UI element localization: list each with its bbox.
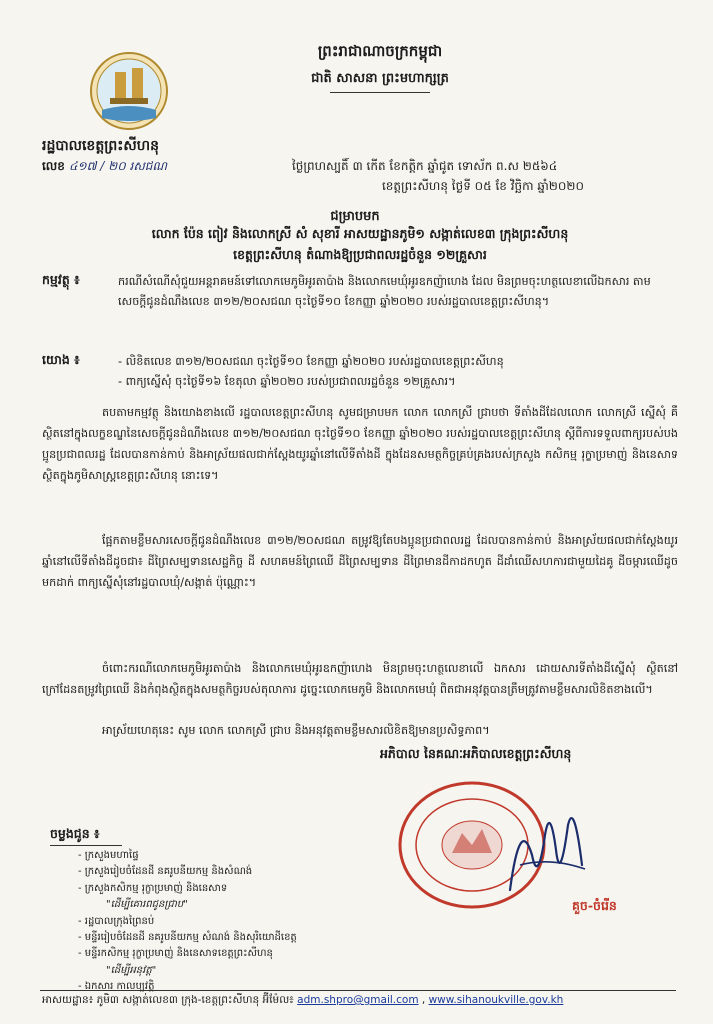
- salutation-title: ជម្រាបមក: [330, 209, 380, 224]
- cc-item: - រដ្ឋបាលក្រុងព្រៃនប់: [78, 915, 155, 927]
- footer-address: អាសយដ្ឋាន៖ ភូមិ៣ សង្កាត់លេខ៣ ក្រុង-ខេត្តព្រះសីហនុ អ៊ីម៉ែល៖: [42, 994, 294, 1006]
- cc-item: - ក្រសួងមហាផ្ទៃ: [78, 850, 139, 861]
- references-list: [118, 352, 678, 392]
- cc-item: - ក្រសួងរៀបចំដែនដី នគរូបនីយកម្ម និងសំណង់: [78, 866, 253, 878]
- cc-item: - ក្រសួងកសិកម្ម រុក្ខាប្រមាញ់ និងនេសាទ: [78, 882, 228, 894]
- cc-item: - ឯកសារ កាលប្បវត្តិ: [78, 981, 155, 993]
- cc-item: - មន្ទីរកសិកម្ម រុក្ខាប្រមាញ់ និងនេសាទខេត្តព្រះសីហនុ: [78, 948, 273, 960]
- national-motto: ជាតិ សាសនា ព្រះមហាក្សត្រ: [311, 71, 449, 86]
- reference-item: - លិខិតលេខ ៣១២/២០សជណ ចុះថ្ងៃទី១០ ខែកញ្ញា ឆ្នាំ២០២០ របស់រដ្ឋបាលខេត្តព្រះសីហនុ: [118, 355, 504, 368]
- motto-divider: [330, 92, 430, 94]
- cc-underline: [50, 845, 122, 847]
- body-paragraph-2: ផ្អែកតាមខ្លឹមសារសេចក្តីជូនដំណឹងលេខ ៣១២/២០សជណ តម្រូវឱ្យតែបងប្អូនប្រជាពលរដ្ឋ ដែលបានកាន់កាប់ និងអាស្រ័យផលជាក់ស្តែងយូរឆ្នាំនៅលើទីតាំងដីដូចជា៖ ដីព្រៃសម្បទានសេដ្ឋកិច្ច ដី សហគមន៍ព្រៃឈើ ដីព្រៃសម្បទាន ដីព្រៃមានដីកាដកហូត ដីដាំឈើសហការជាមួយដៃគូ ដីចម្ការឈើដូច មកដាក់ ពាក្យស្នើសុំនៅរដ្ឋបាលឃុំ/សង្កាត់ ប៉ុណ្ណោះ។: [42, 534, 678, 589]
- cc-list: [78, 848, 388, 996]
- reference-label: លេខ: [42, 159, 65, 173]
- sender-name: រដ្ឋបាលខេត្តព្រះសីហនុ: [42, 138, 159, 154]
- footer-website-link[interactable]: www.sihanoukville.gov.kh: [428, 994, 564, 1006]
- handwritten-signature: [490, 795, 600, 905]
- body-paragraph-3: ចំពោះករណីលោកមេភូមិអូរតាប៉ាង និងលោកមេឃុំអូរឧកញ៉ាហេង មិនព្រមចុះហត្ថលេខាលើ ឯកសារ ដោយសារទីតាំងដីស្នើសុំ ស្ថិតនៅក្រៅដែនតម្រូវព្រៃឈើ និងកំពុងស្ថិតក្នុងសមត្ថកិច្ចរបស់តុលាការ ដូច្នេះលោកមេភូមិ និងលោកមេឃុំ ពិតជាអនុវត្តបានត្រឹមត្រូវតាមខ្លឹមសារលិខិតខាងលើ។: [42, 662, 678, 696]
- cc-item-note: "ដើម្បីអនុវត្ត": [106, 964, 157, 976]
- reference-item: - ពាក្យស្នើសុំ ចុះថ្ងៃទី១៦ ខែតុលា ឆ្នាំ២០២០ របស់ប្រជាពលរដ្ឋចំនួន ១២គ្រួសារ។: [118, 375, 456, 388]
- references-label: យោង ៖: [42, 352, 80, 367]
- footer: [42, 994, 682, 1009]
- footer-divider: [40, 990, 676, 992]
- reference-number: [42, 158, 167, 176]
- footer-email-link[interactable]: adm.shpro@gmail.com: [297, 994, 419, 1006]
- signer-name: គួច-ចំរើន: [572, 898, 617, 913]
- kingdom-title: ព្រះរាជាណាចក្រកម្ពុជា: [317, 42, 443, 60]
- province-logo-icon: [88, 50, 170, 132]
- recipient-line-2: ខេត្តព្រះសីហនុ តំណាងឱ្យប្រជាពលរដ្ឋចំនួន ១២គ្រួសារ: [233, 247, 487, 262]
- cc-label: ចម្លងជូន ៖: [50, 826, 100, 841]
- signer-title: អភិបាល នៃគណៈអភិបាលខេត្តព្រះសីហនុ: [380, 746, 572, 761]
- footer-separator: ,: [418, 994, 429, 1006]
- subject-text: ករណីសំណើសុំជួយអន្តរាគមន៍ទៅលោកមេភូមិអូរតាប៉ាង និងលោកមេឃុំអូរឧកញ៉ាហេង ដែល មិនព្រមចុះហត្ថលេខាលើឯកសារ តាមសេចក្តីជូនដំណឹងលេខ ៣១២/២០សជណ ចុះថ្ងៃទី១០ ខែកញ្ញា ឆ្នាំ២០២០ របស់រដ្ឋបាលខេត្តព្រះសីហនុ។: [118, 275, 651, 308]
- reference-value: ៤១៧ / ២០ រសជណ: [69, 159, 168, 173]
- body-paragraph-4: អាស្រ័យហេតុនេះ សូម លោក លោកស្រី ជ្រាប និងអនុវត្តតាមខ្លឹមសារលិខិតឱ្យមានប្រសិទ្ធភាព។: [102, 724, 490, 737]
- solar-date: ខេត្តព្រះសីហនុ ថ្ងៃទី ០៥ ខែ វិច្ឆិកា ឆ្នាំ២០២០: [382, 179, 584, 193]
- cc-item-note: "ដើម្បីគោរពជូនជ្រាប": [106, 899, 188, 911]
- body-paragraph-1: តបតាមកម្មវត្ថុ និងយោងខាងលើ រដ្ឋបាលខេត្តព្រះសីហនុ សូមជម្រាបមក លោក លោកស្រី ជ្រាបថា ទីតាំងដីដែលលោក លោកស្រី ស្នើសុំ គឺស្ថិតនៅក្នុងលក្ខខណ្ឌនៃសេចក្តីជូនដំណឹងលេខ ៣១២/២០សជណ ចុះថ្ងៃទី១០ ខែកញ្ញា ឆ្នាំ២០២០ របស់រដ្ឋបាលខេត្តព្រះសីហនុ ស្តីពីការទទួលពាក្យរបស់បងប្អូនប្រជាពលរដ្ឋ ដែលបានកាន់កាប់ និងអាស្រ័យផលជាក់ស្តែងយូរឆ្នាំនៅលើទីតាំងដី ក្នុងដែនសមត្ថកិច្ចគ្រប់គ្រងរបស់ក្រសួង កសិកម្ម រុក្ខាប្រមាញ់ និងនេសាទ ស្ថិតក្នុងភូមិសាស្ត្រខេត្តព្រះសីហនុ នោះទេ។: [42, 406, 678, 482]
- recipient-line-1: លោក ប៉ែន ពៀវ និងលោកស្រី សំ សុខារី អាសយដ្ឋានភូមិ១ សង្កាត់លេខ៣ ក្រុងព្រះសីហនុ: [151, 226, 569, 241]
- subject-label: កម្មវត្ថុ ៖: [42, 272, 80, 287]
- lunar-date: ថ្ងៃព្រហស្បតិ៍ ៣ កើត ខែកត្តិក ឆ្នាំជូត ទោស័ក ព.ស ២៥៦៤: [292, 159, 558, 173]
- cc-item: - មន្ទីររៀបចំដែនដី នគរូបនីយកម្ម សំណង់ និងសុរិយោដីខេត្ត: [78, 932, 297, 944]
